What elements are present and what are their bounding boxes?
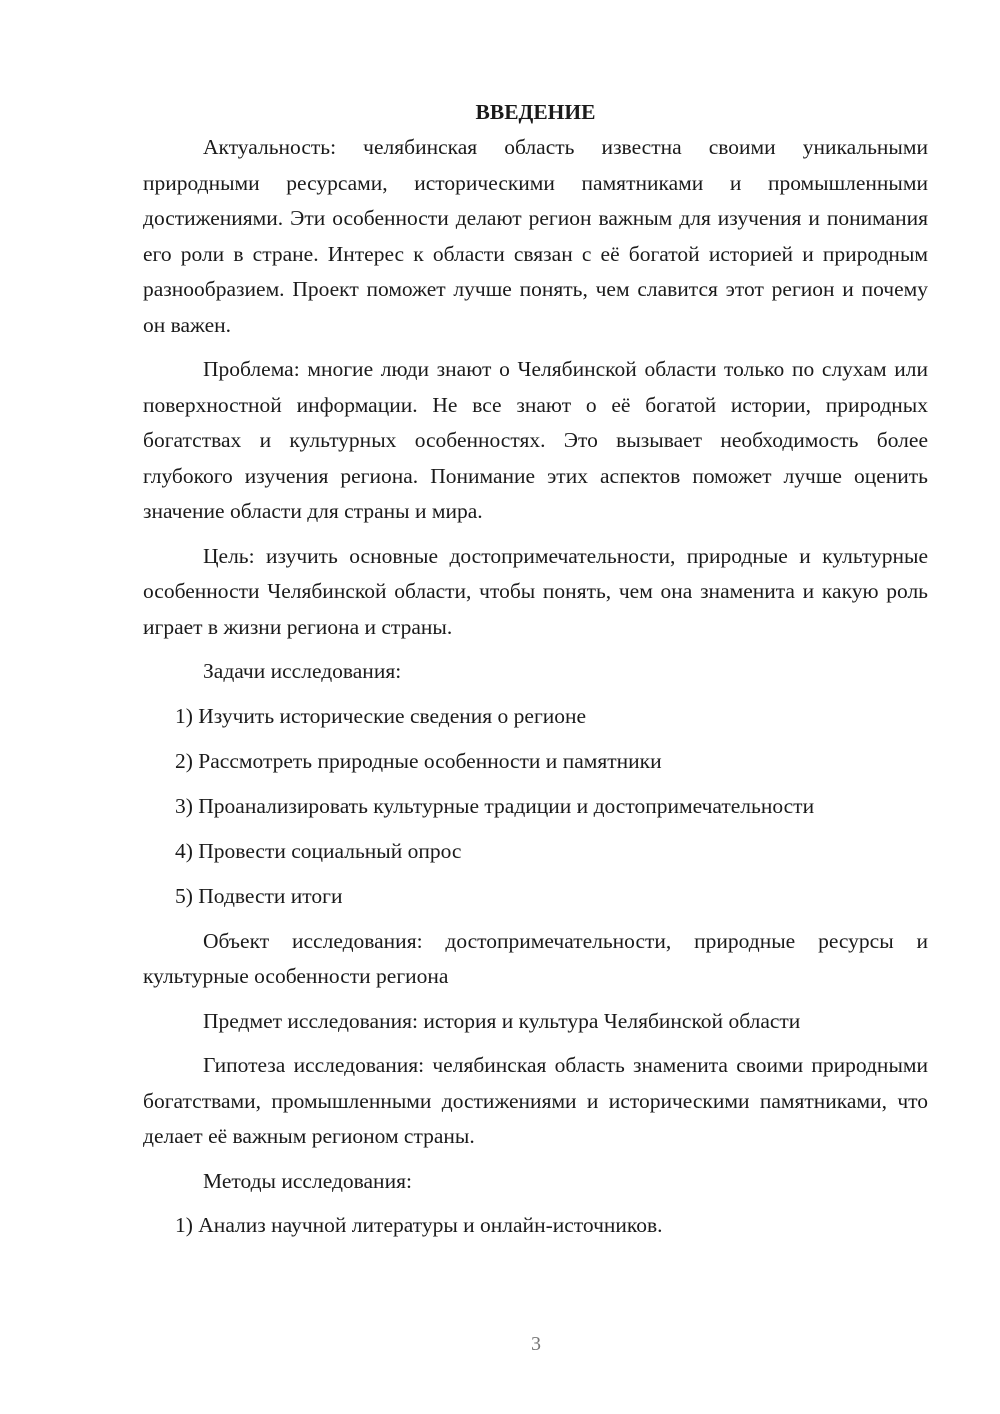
page-number: 3	[531, 1333, 541, 1355]
methods-heading: Методы исследования:	[203, 1168, 412, 1193]
subject-paragraph: Предмет исследования: история и культура Челябинской области	[203, 1008, 801, 1033]
list-item: 1) Анализ научной литературы и онлайн-источников.	[175, 1213, 663, 1237]
problem-paragraph: Проблема: многие люди знают о Челябинской области только по слухам или поверхностной информации. Не все знают о её богатой истории, природных богатствах и культурных особенностях. Это вызывает необходимость более глубокого изучения региона. Понимание этих аспектов поможет лучше оценить значение области для страны и мира.	[143, 357, 928, 523]
list-item: 3) Проанализировать культурные традиции и достопримечательности	[175, 793, 815, 818]
tasks-list	[143, 699, 928, 915]
document-body	[143, 95, 928, 1253]
page-title: ВВЕДЕНИЕ	[475, 100, 596, 124]
relevance-paragraph: Актуальность: челябинская область известна своими уникальными природными ресурсами, историческими памятниками и промышленными достижениями. Эти особенности делают регион важным для изучения и понимания его роли в стране. Интерес к области связан с её богатой историей и природным разнообразием. Проект поможет лучше понять, чем славится этот регион и почему он важен.	[143, 135, 928, 337]
object-paragraph: Объект исследования: достопримечательности, природные ресурсы и культурные особенности региона	[143, 928, 928, 988]
list-item: 4) Провести социальный опрос	[175, 838, 462, 863]
goal-paragraph: Цель: изучить основные достопримечательности, природные и культурные особенности Челябинской области, чтобы понять, чем она знаменита и какую роль играет в жизни региона и страны.	[143, 543, 928, 639]
tasks-heading: Задачи исследования:	[203, 659, 402, 683]
list-item: 5) Подвести итоги	[175, 883, 343, 908]
list-item: 2) Рассмотреть природные особенности и памятники	[175, 748, 662, 773]
hypothesis-paragraph: Гипотеза исследования: челябинская область знаменита своими природными богатствами, промышленными достижениями и историческими памятниками, что делает её важным регионом страны.	[143, 1053, 928, 1148]
list-item: 1) Изучить исторические сведения о регионе	[175, 703, 587, 728]
methods-list	[143, 1208, 928, 1244]
